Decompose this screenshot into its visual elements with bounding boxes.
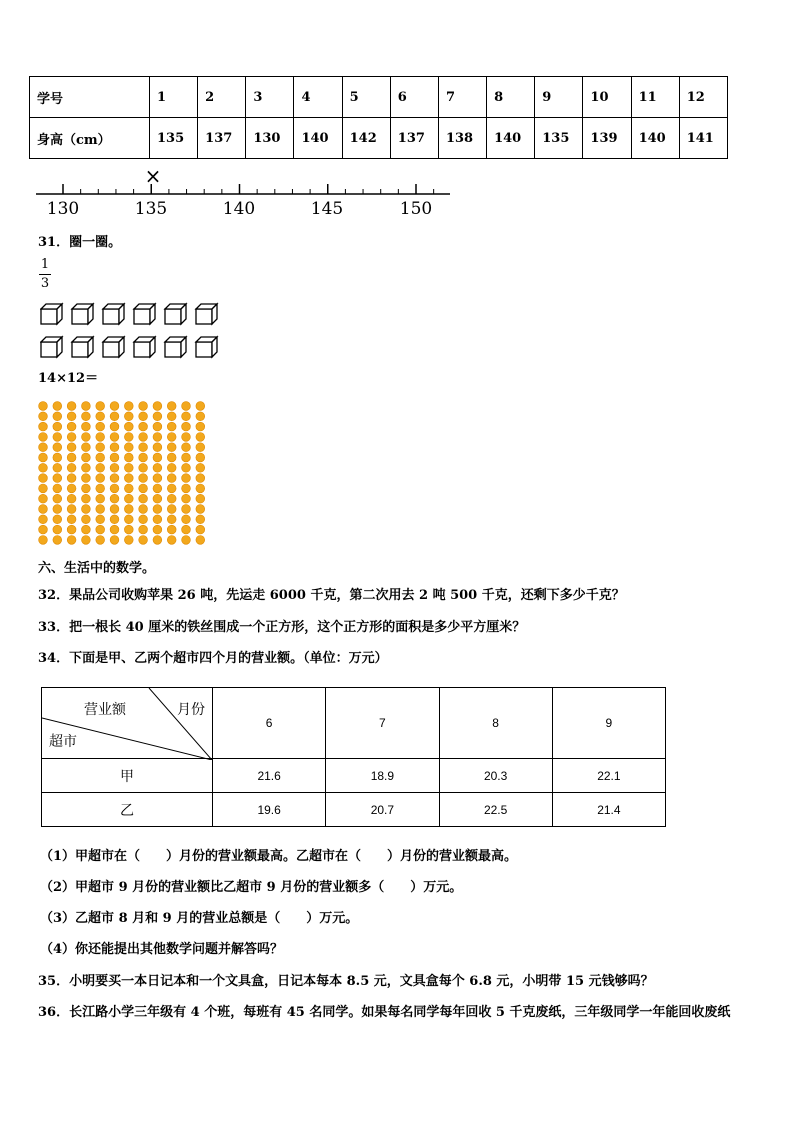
dot xyxy=(139,536,148,545)
dot xyxy=(182,453,191,462)
dot xyxy=(196,412,205,421)
dot xyxy=(82,536,91,545)
dot xyxy=(39,453,48,462)
table-row xyxy=(30,77,728,118)
dot xyxy=(124,422,133,431)
dot xyxy=(139,463,148,472)
table-cell: 140 xyxy=(631,118,679,159)
month-header-cell: 9 xyxy=(552,688,665,759)
dot xyxy=(53,474,62,483)
dot xyxy=(96,412,105,421)
dot xyxy=(53,505,62,514)
dot xyxy=(182,433,191,442)
dot xyxy=(82,412,91,421)
dot xyxy=(53,412,62,421)
cube-icon xyxy=(41,304,62,324)
dot xyxy=(96,433,105,442)
dot xyxy=(124,515,133,524)
month-header-cell: 6 xyxy=(213,688,326,759)
number-line-marker: × xyxy=(144,166,162,188)
question-34-part-3: （3）乙超市 8 月和 9 月的营业总额是（ ）万元。 xyxy=(40,911,359,926)
dot xyxy=(196,494,205,503)
dot xyxy=(182,536,191,545)
question-35: 35．小明要买一本日记本和一个文具盒，日记本每本 8.5 元，文具盒每个 6.8 元，小明带 15 元钱够吗？ xyxy=(38,974,654,989)
table-cell: 140 xyxy=(294,118,342,159)
dot xyxy=(39,494,48,503)
question-36: 36．长江路小学三年级有 4 个班，每班有 45 名同学。如果每名同学每年回收 5 千克废纸，三年级同学一年能回收废纸 xyxy=(38,1005,731,1020)
dot xyxy=(167,433,176,442)
dot xyxy=(167,422,176,431)
dot xyxy=(67,525,76,534)
dot xyxy=(124,505,133,514)
number-line-label: 140 xyxy=(222,199,256,219)
dot xyxy=(39,515,48,524)
dot xyxy=(39,505,48,514)
table-row xyxy=(30,118,728,159)
dot xyxy=(182,422,191,431)
dot xyxy=(82,474,91,483)
dot xyxy=(196,505,205,514)
dot xyxy=(53,484,62,493)
table-cell: 12 xyxy=(679,77,727,118)
cube-icon xyxy=(165,304,186,324)
dot xyxy=(110,412,119,421)
dot xyxy=(67,505,76,514)
diag-label-month: 月份 xyxy=(177,701,205,717)
multiplication-expression: 14×12＝ xyxy=(38,371,99,386)
dot xyxy=(124,443,133,452)
dot xyxy=(110,474,119,483)
table-header-cell: 身高（cm） xyxy=(30,118,150,159)
dot xyxy=(39,536,48,545)
dot xyxy=(196,474,205,483)
dot xyxy=(196,525,205,534)
question-31-title: 31．圈一圈。 xyxy=(38,235,122,250)
dot xyxy=(82,484,91,493)
dot xyxy=(124,525,133,534)
dot xyxy=(139,402,148,411)
dot xyxy=(67,474,76,483)
cube-grid xyxy=(40,298,230,360)
dot xyxy=(139,525,148,534)
table-row xyxy=(42,759,666,793)
dot xyxy=(96,402,105,411)
dot-array xyxy=(37,400,212,550)
dot xyxy=(110,536,119,545)
dot xyxy=(182,463,191,472)
dot xyxy=(82,422,91,431)
dot xyxy=(196,453,205,462)
dot xyxy=(124,453,133,462)
table-cell: 10 xyxy=(583,77,631,118)
dot xyxy=(67,515,76,524)
table-cell: 9 xyxy=(535,77,583,118)
dot xyxy=(96,422,105,431)
dot xyxy=(110,422,119,431)
dot xyxy=(124,402,133,411)
dot xyxy=(167,515,176,524)
table-cell: 3 xyxy=(246,77,294,118)
dot xyxy=(139,474,148,483)
dot xyxy=(67,412,76,421)
table-cell: 11 xyxy=(631,77,679,118)
table-cell: 20.7 xyxy=(326,793,439,827)
table-cell: 7 xyxy=(438,77,486,118)
dot xyxy=(167,484,176,493)
fraction xyxy=(39,258,51,291)
dot xyxy=(167,525,176,534)
dot xyxy=(39,525,48,534)
dot xyxy=(196,443,205,452)
dot xyxy=(153,515,162,524)
dot xyxy=(182,494,191,503)
dot xyxy=(182,474,191,483)
number-line-label: 135 xyxy=(134,199,168,219)
dot xyxy=(96,515,105,524)
dot xyxy=(182,443,191,452)
table-cell: 18.9 xyxy=(326,759,439,793)
dot xyxy=(53,525,62,534)
dot xyxy=(53,536,62,545)
dot xyxy=(196,536,205,545)
dot xyxy=(82,402,91,411)
question-33: 33．把一根长 40 厘米的铁丝围成一个正方形，这个正方形的面积是多少平方厘米？ xyxy=(38,620,526,635)
dot xyxy=(67,433,76,442)
dot xyxy=(82,453,91,462)
dot xyxy=(153,536,162,545)
question-34-part-2: （2）甲超市 9 月份的营业额比乙超市 9 月份的营业额多（ ）万元。 xyxy=(40,880,463,895)
dot xyxy=(182,402,191,411)
table-cell: 22.1 xyxy=(552,759,665,793)
table-cell: 142 xyxy=(342,118,390,159)
dot xyxy=(110,494,119,503)
dot xyxy=(96,453,105,462)
dot xyxy=(139,433,148,442)
cube-icon xyxy=(72,304,93,324)
dot xyxy=(96,536,105,545)
dot xyxy=(124,412,133,421)
table-cell: 8 xyxy=(487,77,535,118)
dot xyxy=(110,463,119,472)
dot xyxy=(96,525,105,534)
table-cell: 6 xyxy=(390,77,438,118)
dot xyxy=(110,453,119,462)
dot xyxy=(167,453,176,462)
table-cell: 137 xyxy=(390,118,438,159)
dot xyxy=(39,402,48,411)
month-header-cell: 8 xyxy=(439,688,552,759)
table-cell: 138 xyxy=(438,118,486,159)
dot xyxy=(153,412,162,421)
dot xyxy=(82,463,91,472)
dot xyxy=(53,443,62,452)
cube-icon xyxy=(103,337,124,357)
height-table xyxy=(29,76,728,159)
question-32: 32．果品公司收购苹果 26 吨，先运走 6000 千克，第二次用去 2 吨 500 千克，还剩下多少千克？ xyxy=(38,588,625,603)
cube-icon xyxy=(103,304,124,324)
dot xyxy=(139,494,148,503)
cube-icon xyxy=(72,337,93,357)
dot xyxy=(82,494,91,503)
number-line-label: 150 xyxy=(399,199,433,219)
dot xyxy=(67,494,76,503)
table-cell: 130 xyxy=(246,118,294,159)
dot xyxy=(196,463,205,472)
dot xyxy=(67,443,76,452)
dot xyxy=(139,443,148,452)
market-name-cell: 乙 xyxy=(42,793,213,827)
table-cell: 141 xyxy=(679,118,727,159)
dot xyxy=(153,494,162,503)
dot xyxy=(110,402,119,411)
dot xyxy=(53,515,62,524)
dot xyxy=(67,463,76,472)
cube-icon xyxy=(196,304,217,324)
table-header-row xyxy=(42,688,666,759)
table-cell: 2 xyxy=(198,77,246,118)
dot xyxy=(196,515,205,524)
dot xyxy=(196,402,205,411)
number-line-label: 130 xyxy=(46,199,80,219)
dot xyxy=(167,536,176,545)
dot xyxy=(110,505,119,514)
dot xyxy=(139,484,148,493)
dot xyxy=(67,536,76,545)
cube-icon xyxy=(134,304,155,324)
diag-label-market: 超市 xyxy=(49,733,77,749)
dot xyxy=(139,422,148,431)
table-cell: 21.6 xyxy=(213,759,326,793)
dot xyxy=(96,505,105,514)
dot xyxy=(53,463,62,472)
table-header-cell: 学号 xyxy=(30,77,150,118)
table-cell: 137 xyxy=(198,118,246,159)
dot xyxy=(39,433,48,442)
table-cell: 22.5 xyxy=(439,793,552,827)
table-cell: 19.6 xyxy=(213,793,326,827)
dot xyxy=(82,525,91,534)
dot xyxy=(110,443,119,452)
section-heading: 六、生活中的数学。 xyxy=(38,561,156,576)
dot xyxy=(39,443,48,452)
dot xyxy=(39,484,48,493)
dot xyxy=(124,463,133,472)
cube-icon xyxy=(165,337,186,357)
number-line-label: 145 xyxy=(310,199,344,219)
diagonal-header-cell xyxy=(42,688,213,759)
dot xyxy=(167,494,176,503)
fraction-denominator: 3 xyxy=(40,276,50,291)
dot xyxy=(124,474,133,483)
dot xyxy=(110,433,119,442)
fraction-numerator: 1 xyxy=(40,257,50,272)
table-cell: 140 xyxy=(487,118,535,159)
cube-icon xyxy=(196,337,217,357)
dot xyxy=(196,484,205,493)
table-cell: 21.4 xyxy=(552,793,665,827)
dot xyxy=(153,433,162,442)
dot xyxy=(53,422,62,431)
dot xyxy=(124,536,133,545)
dot xyxy=(167,443,176,452)
dot xyxy=(124,494,133,503)
dot xyxy=(96,494,105,503)
dot xyxy=(182,505,191,514)
dot xyxy=(182,412,191,421)
dot xyxy=(167,463,176,472)
dot xyxy=(82,505,91,514)
dot xyxy=(153,505,162,514)
dot xyxy=(82,515,91,524)
dot xyxy=(96,474,105,483)
dot xyxy=(82,433,91,442)
dot xyxy=(139,412,148,421)
dot xyxy=(39,412,48,421)
dot xyxy=(82,443,91,452)
table-cell: 135 xyxy=(535,118,583,159)
dot xyxy=(182,484,191,493)
dot xyxy=(153,484,162,493)
dot xyxy=(182,525,191,534)
dot xyxy=(96,443,105,452)
diag-label-revenue: 营业额 xyxy=(84,701,126,717)
dot xyxy=(196,422,205,431)
dot xyxy=(110,525,119,534)
dot xyxy=(153,422,162,431)
month-header-cell: 7 xyxy=(326,688,439,759)
table-row xyxy=(42,793,666,827)
dot xyxy=(39,422,48,431)
table-cell: 1 xyxy=(150,77,198,118)
table-cell: 139 xyxy=(583,118,631,159)
dot xyxy=(167,412,176,421)
question-34-title: 34．下面是甲、乙两个超市四个月的营业额。（单位：万元） xyxy=(38,651,388,666)
dot xyxy=(67,422,76,431)
dot xyxy=(96,484,105,493)
cube-icon xyxy=(134,337,155,357)
revenue-table xyxy=(41,687,666,827)
dot xyxy=(67,453,76,462)
dot xyxy=(139,505,148,514)
dot xyxy=(96,463,105,472)
dot xyxy=(153,402,162,411)
cube-icon xyxy=(41,337,62,357)
number-line xyxy=(30,166,460,220)
dot xyxy=(39,463,48,472)
dot xyxy=(67,402,76,411)
dot xyxy=(167,505,176,514)
question-34-part-4: （4）你还能提出其他数学问题并解答吗？ xyxy=(40,942,284,957)
dot xyxy=(139,453,148,462)
dot xyxy=(153,463,162,472)
dot xyxy=(196,433,205,442)
dot xyxy=(153,453,162,462)
fraction-bar xyxy=(39,274,51,275)
dot xyxy=(53,453,62,462)
dot xyxy=(182,515,191,524)
question-34-part-1: （1）甲超市在（ ）月份的营业额最高。乙超市在（ ）月份的营业额最高。 xyxy=(40,849,518,864)
dot xyxy=(53,402,62,411)
dot xyxy=(110,515,119,524)
table-cell: 135 xyxy=(150,118,198,159)
dot xyxy=(153,525,162,534)
dot xyxy=(67,484,76,493)
table-cell: 4 xyxy=(294,77,342,118)
dot xyxy=(53,433,62,442)
dot xyxy=(167,402,176,411)
dot xyxy=(124,433,133,442)
market-name-cell: 甲 xyxy=(42,759,213,793)
dot xyxy=(124,484,133,493)
dot xyxy=(153,443,162,452)
dot xyxy=(167,474,176,483)
dot xyxy=(39,474,48,483)
dot xyxy=(153,474,162,483)
dot xyxy=(53,494,62,503)
table-cell: 5 xyxy=(342,77,390,118)
dot xyxy=(139,515,148,524)
dot xyxy=(110,484,119,493)
table-cell: 20.3 xyxy=(439,759,552,793)
